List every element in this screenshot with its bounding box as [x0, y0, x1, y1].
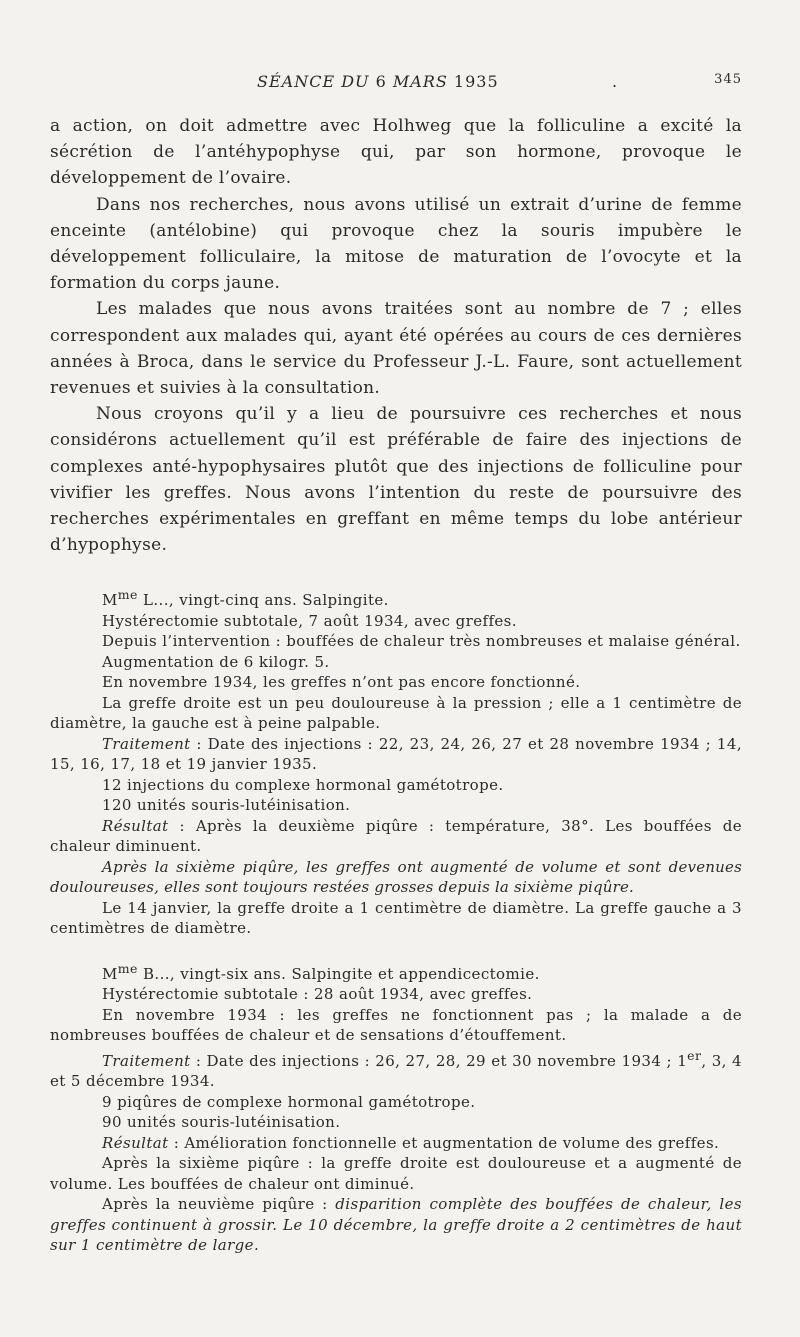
case1-result: Résultat : Après la deuxième piqûre : température, 38°. Les bouffées de chaleur diminuent. — [50, 816, 742, 856]
case1-injections: 12 injections du complexe hormonal gamétotrope. — [102, 775, 504, 794]
case2-after-ninth: Après la neuvième piqûre : disparition complète des bouffées de chaleur, les greffes continuent à grossir. Le 10 décembre, la greffe droite a 2 centimètres de haut sur 1 centimètre de large. — [50, 1195, 742, 1255]
case1-units: 120 unités souris-lutéinisation. — [102, 796, 351, 815]
case2-operation: Hystérectomie subtotale : 28 août 1934, avec greffes. — [102, 985, 533, 1004]
running-header — [52, 72, 742, 96]
case-report-2 — [50, 959, 742, 1256]
header-separator: . — [612, 72, 619, 91]
case2-injections: 9 piqûres de complexe hormonal gamétotrope. — [102, 1092, 476, 1111]
case1-weight: Augmentation de 6 kilogr. 5. — [102, 652, 330, 671]
case2-intro: $M^{me}$ B..., vingt-six ans. Salpingite et appendicectomie. — [102, 960, 540, 983]
case1-november: En novembre 1934, les greffes n’ont pas encore fonctionné. — [102, 673, 581, 692]
case1-treatment: Traitement : Date des injections : 22, 23, 24, 26, 27 et 28 novembre 1934 ; 14, 15, 16, 17, 18 et 19 janvier 1935. — [50, 734, 742, 774]
case-report-1 — [50, 585, 742, 939]
case1-january: Le 14 janvier, la greffe droite a 1 centimètre de diamètre. La greffe gauche a 3 centimètres de diamètre. — [50, 898, 742, 938]
case1-after-sixth: Après la sixième piqûre, les greffes ont augmenté de volume et sont devenues douloureuses, elles sont toujours restées grosses depuis la sixième piqûre. — [50, 857, 742, 897]
paragraph-continued: a action, on doit admettre avec Holhweg que la folliculine a excité la sécrétion de l’antéhypophyse qui, par son hormone, provoque le développement de l’ovaire. — [50, 116, 742, 189]
case1-symptoms: Depuis l’intervention : bouffées de chaleur très nombreuses et malaise général. — [102, 632, 741, 651]
page-number: 345 — [714, 72, 742, 87]
case2-result: Résultat : Amélioration fonctionnelle et augmentation de volume des greffes. — [102, 1133, 720, 1152]
case1-grafts: La greffe droite est un peu douloureuse à la pression ; elle a 1 centimètre de diamètre, la gauche est à peine palpable. — [50, 693, 742, 733]
case2-november: En novembre 1934 : les greffes ne fonctionnent pas ; la malade a de nombreuses bouffées de chaleur et de sensations d’étouffement. — [50, 1005, 742, 1045]
header-title: SÉANCE DU 6 MARS 1935 — [257, 72, 499, 91]
case2-units: 90 unités souris-lutéinisation. — [102, 1113, 341, 1132]
main-text — [50, 113, 742, 558]
page-body — [50, 113, 742, 1256]
paragraph-conclusion: Nous croyons qu’il y a lieu de poursuivre ces recherches et nous considérons actuellement qu’il est préférable de faire des injections de complexes anté-hypophysaires plutôt que des injections de folliculine pour vivifier les greffes. Nous avons l’intention du reste de poursuivre des recherches expérimentales en greffant en même temps du lobe antérieur d’hypophyse. — [50, 404, 742, 556]
case2-treatment: Traitement : Date des injections : 26, 27, 28, 29 et 30 novembre 1934 ; 1er, 3, 4 et 5 décembre 1934. — [50, 1047, 743, 1091]
paragraph-research: Dans nos recherches, nous avons utilisé un extrait d’urine de femme enceinte (antélobine) qui provoque chez la souris impubère le développement folliculaire, la mitose de maturation de l’ovocyte et la formation du corps jaune. — [50, 194, 742, 294]
case2-after-sixth: Après la sixième piqûre : la greffe droite est douloureuse et a augmenté de volume. Les bouffées de chaleur ont diminué. — [50, 1154, 742, 1193]
case1-operation: Hystérectomie subtotale, 7 août 1934, avec greffes. — [102, 611, 517, 630]
paragraph-patients: Les malades que nous avons traitées sont au nombre de 7 ; elles correspondent aux malades qui, ayant été opérées au cours de ces dernières années à Broca, dans le service du Professeur J.-L. Faure, sont actuellement revenues et suivies à la consultation. — [50, 299, 742, 399]
case1-intro: $M^{me}$ L..., vingt-cinq ans. Salpingite. — [102, 587, 389, 610]
